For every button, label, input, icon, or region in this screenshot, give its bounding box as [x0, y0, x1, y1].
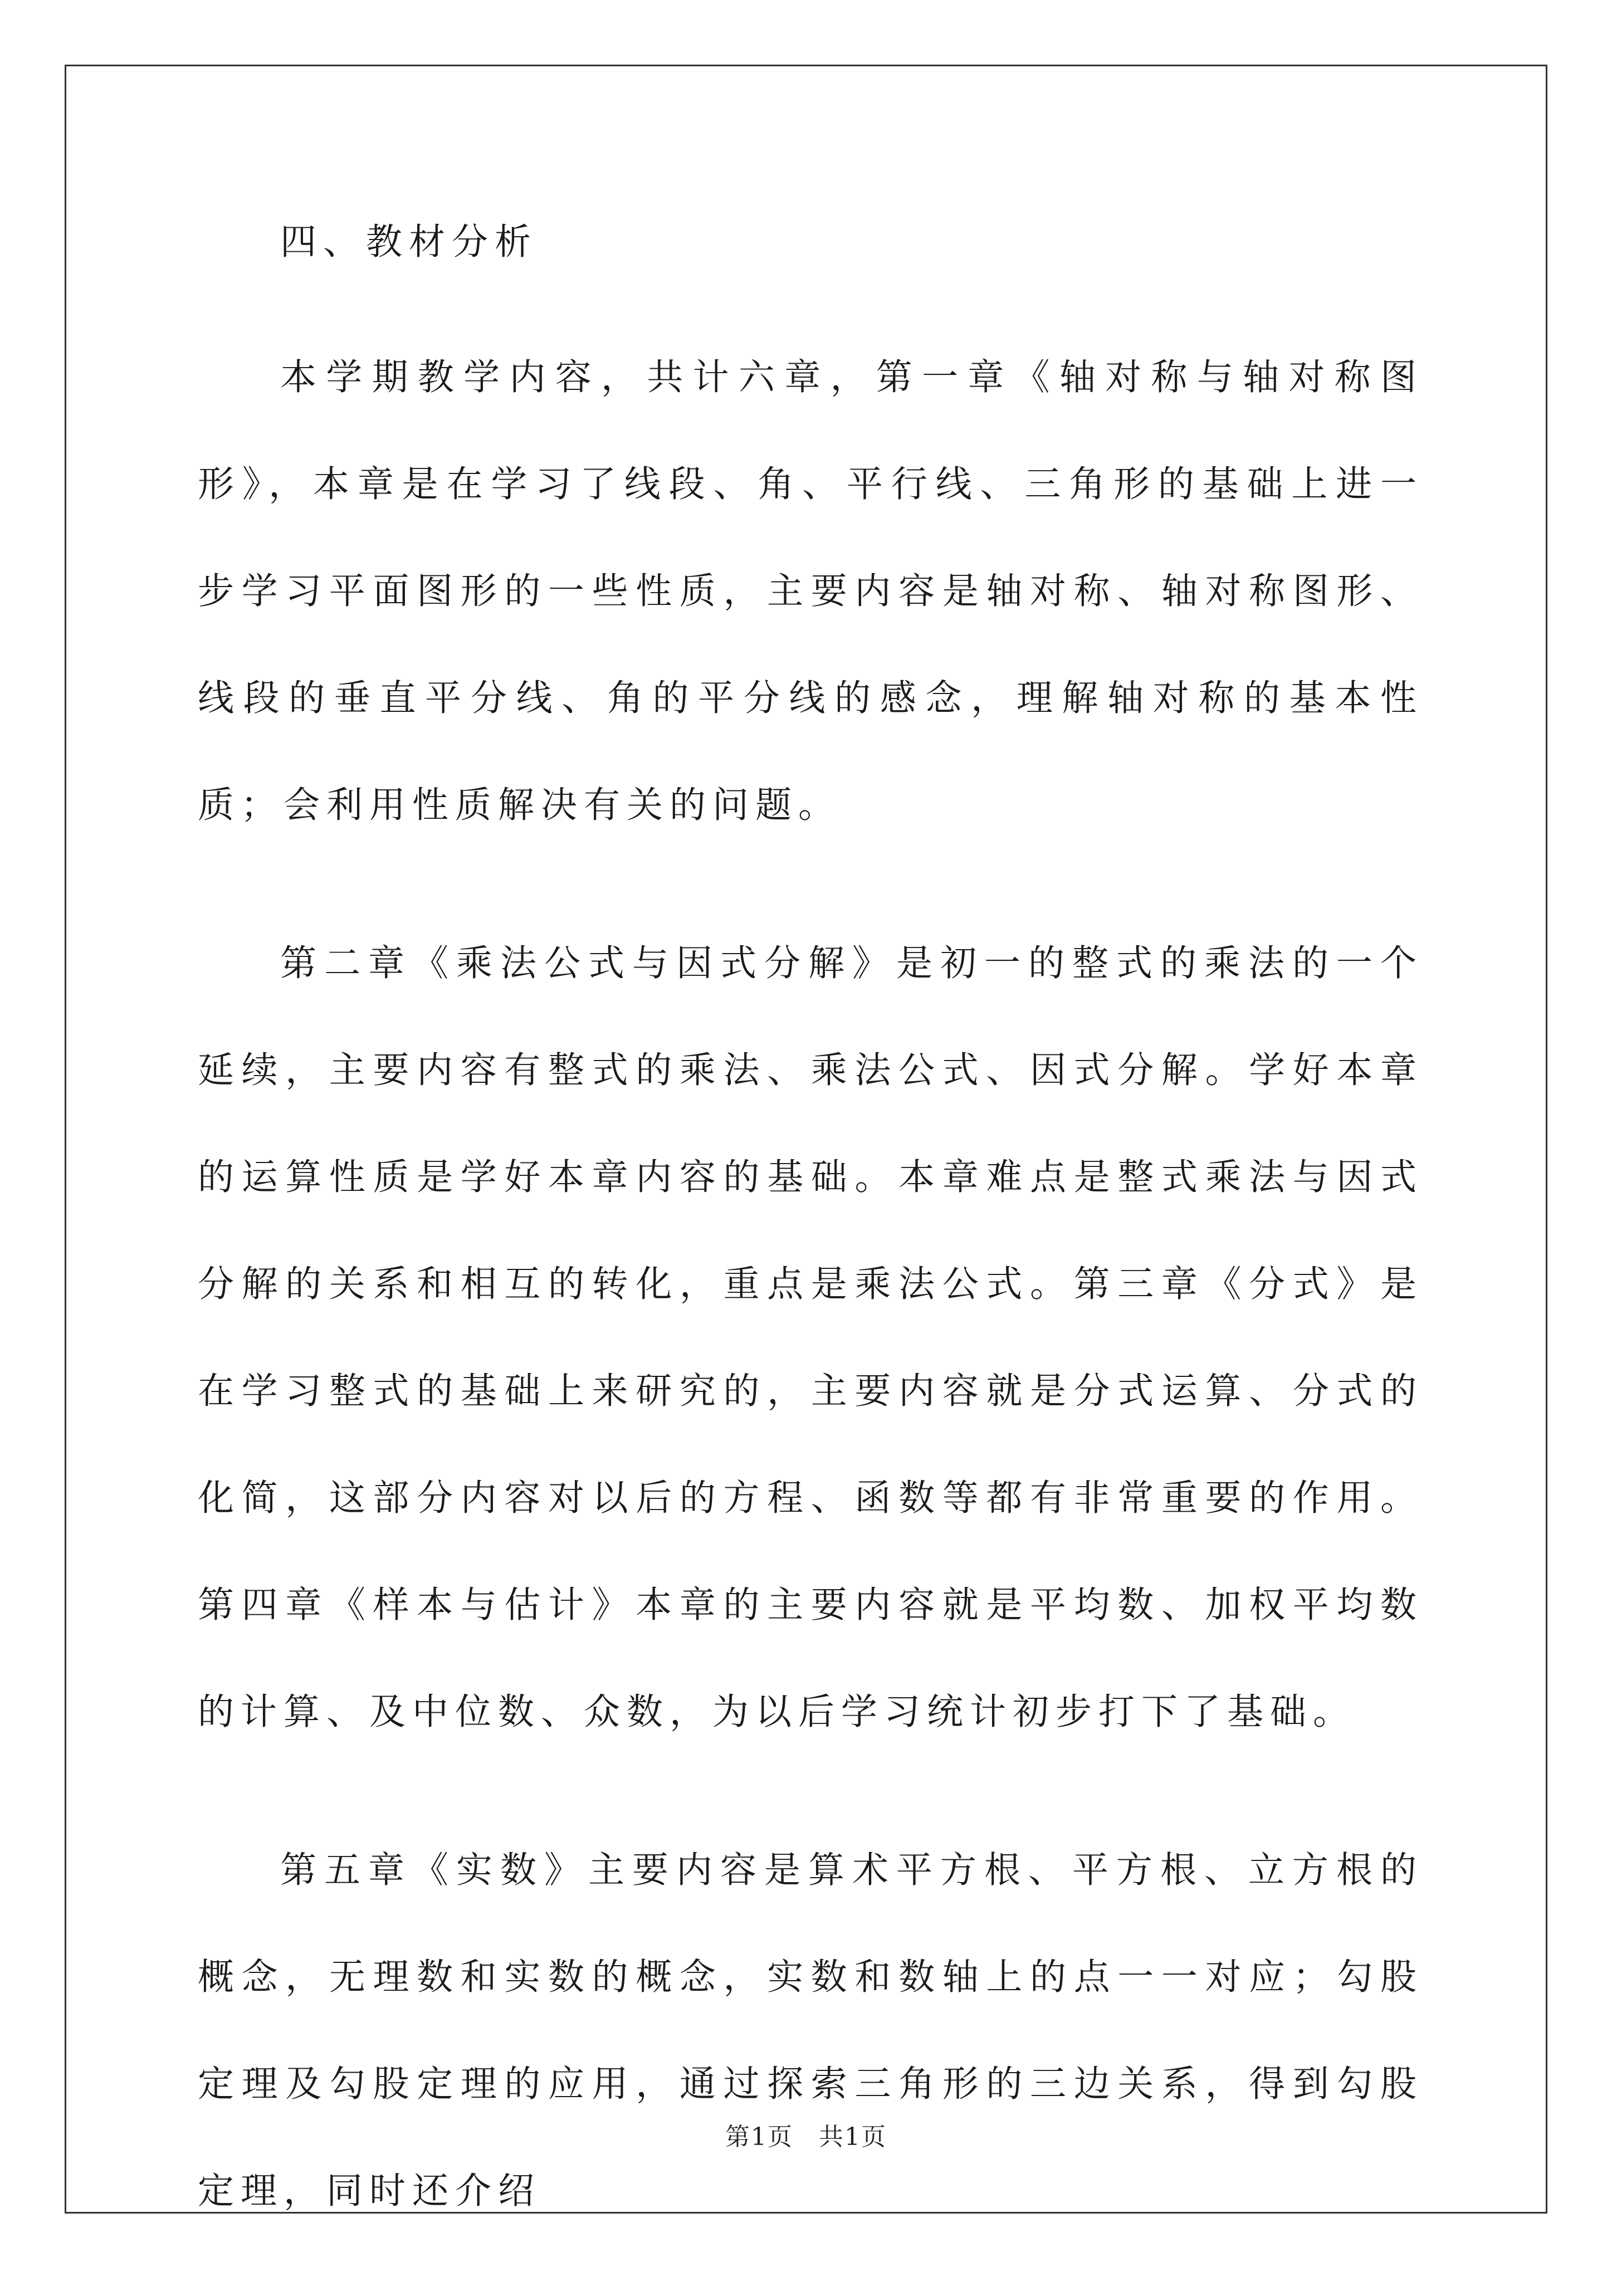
document-body — [198, 212, 1423, 2296]
paragraph-2: 第二章《乘法公式与因式分解》是初一的整式的乘法的一个延续，主要内容有整式的乘法、乘法公式、因式分解。学好本章的运算性质是学好本章内容的基础。本章难点是整式乘法与因式分解的关系和相互的转化，重点是乘法公式。第三章《分式》是在学习整式的基础上来研究的，主要内容就是分式运算、分式的化简，这部分内容对以后的方程、函数等都有非常重要的作用。第四章《样本与估计》本章的主要内容就是平均数、加权平均数的计算、及中位数、众数，为以后学习统计初步打下了基础。 — [198, 942, 1423, 1733]
paragraph-3: 第五章《实数》主要内容是算术平方根、平方根、立方根的概念，无理数和实数的概念，实数和数轴上的点一一对应；勾股定理及勾股定理的应用，通过探索三角形的三边关系，得到勾股定理，同时还介绍 — [198, 1849, 1423, 2212]
page-number-footer: 第1页 共1页 — [725, 2123, 887, 2151]
paragraph-1: 本学期教学内容，共计六章，第一章《轴对称与轴对称图形》，本章是在学习了线段、角、平行线、三角形的基础上进一步学习平面图形的一些性质，主要内容是轴对称、轴对称图形、线段的垂直平分线、角的平分线的感念，理解轴对称的基本性质；会利用性质解决有关的问题。 — [198, 356, 1423, 826]
section-heading: 四、教材分析 — [280, 221, 538, 263]
